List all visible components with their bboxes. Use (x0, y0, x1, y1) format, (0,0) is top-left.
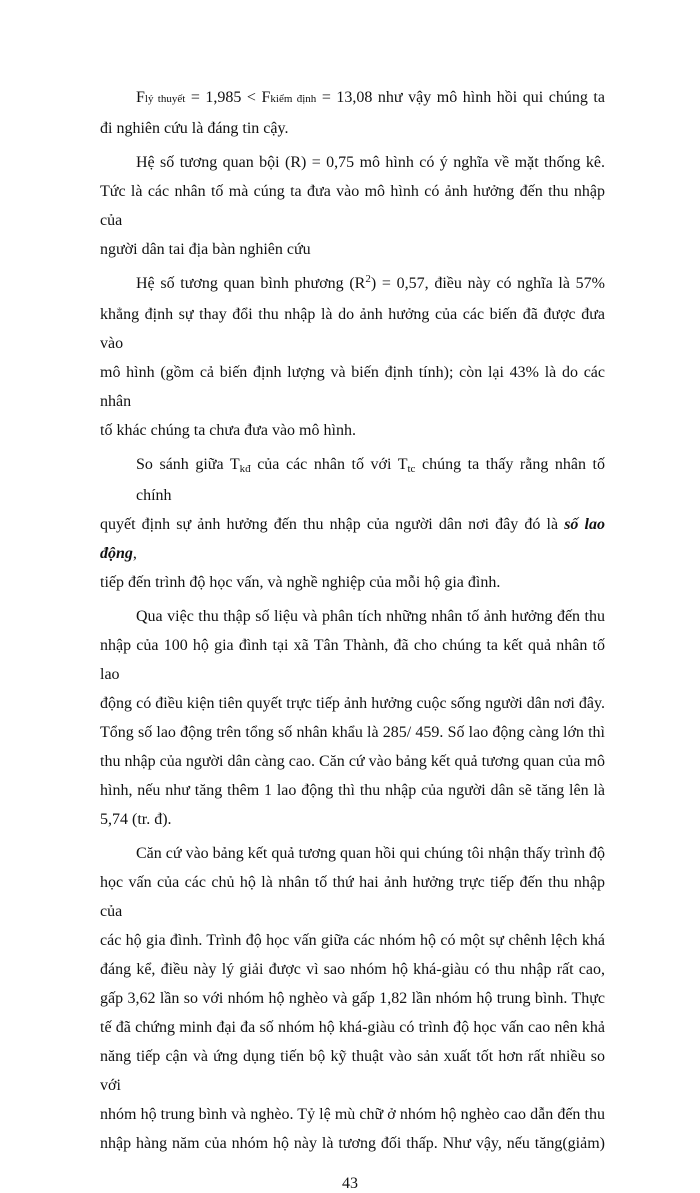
text-line: Căn cứ vào bảng kết quả tương quan hồi qui chúng tôi nhận thấy trình độ (136, 845, 605, 862)
text: So sánh giữa T (136, 456, 240, 473)
text-line: đi nghiên cứu là đáng tin cậy. (100, 120, 289, 137)
text-line: 5,74 (tr. đ). (100, 811, 172, 828)
text-line: tố khác chúng ta chưa đưa vào mô hình. (100, 422, 356, 439)
paragraph-r-squared (100, 269, 605, 445)
text: Hệ số tương quan bình phương (R (136, 275, 366, 292)
text-line (100, 269, 605, 300)
emphasis-text: số lao động (100, 516, 606, 562)
subscript: tc (407, 463, 416, 475)
paragraph-correlation (100, 148, 605, 264)
text: của các nhân tố với T (250, 456, 408, 473)
text: = 1,985 < F (185, 89, 271, 106)
page-number: 43 (342, 1175, 358, 1192)
text-line: tiếp đến trình độ học vấn, và nghề nghiệp của mỗi hộ gia đình. (100, 574, 501, 591)
subscript: kiểm định (270, 93, 317, 105)
text-line: Tổng số lao động trên tổng số nhân khẩu là 285/ 459. Số lao động càng lớn thì (100, 724, 605, 741)
text-line: Hệ số tương quan bội (R) = 0,75 mô hình có ý nghĩa về mặt thống kê. (136, 154, 605, 171)
text-line: thu nhập của người dân càng cao. Căn cứ vào bảng kết quả tương quan của mô (100, 753, 605, 770)
text-line: hình, nếu như tăng thêm 1 lao động thì thu nhập của người dân sẽ tăng lên là (100, 782, 605, 799)
document-body (100, 83, 605, 1163)
text-line: khẳng định sự thay đổi thu nhập là do ảnh hưởng của các biến đã được đưa vào (100, 306, 605, 352)
text-line: tế đã chứng minh đại đa số nhóm hộ khá-giàu có trình độ học vấn cao nên khả (100, 1019, 605, 1036)
subscript: kđ (239, 463, 251, 475)
text-line (100, 510, 605, 568)
text: ) = 0,57, điều này có nghĩa là 57% (370, 275, 605, 292)
text-line: năng tiếp cận và ứng dụng tiến bộ kỹ thuật vào sản xuất tốt hơn rất nhiều so với (100, 1048, 605, 1094)
superscript: 2 (365, 273, 371, 285)
text-line: gấp 3,62 lần so với nhóm hộ nghèo và gấp 1,82 lần nhóm hộ trung bình. Thực (100, 990, 605, 1007)
text-line (100, 83, 605, 114)
text-line: người dân tai địa bàn nghiên cứu (100, 241, 311, 258)
text-line: học vấn của các chủ hộ là nhân tố thứ hai ảnh hưởng trực tiếp đến thu nhập của (100, 874, 605, 920)
text: F (136, 89, 145, 106)
text: , (132, 545, 137, 562)
paragraph-education (100, 839, 605, 1158)
paragraph-labor (100, 602, 605, 834)
text-line: Qua việc thu thập số liệu và phân tích những nhân tố ảnh hưởng đến thu (136, 608, 605, 625)
text: = 13,08 như vậy mô hình hồi qui chúng ta (316, 89, 605, 106)
text-line: động có điều kiện tiên quyết trực tiếp ảnh hưởng cuộc sống người dân nơi đây. (100, 695, 605, 712)
text-line (100, 450, 605, 510)
text: chúng ta thấy rằng nhân tố chính (136, 456, 606, 504)
text-line: các hộ gia đình. Trình độ học vấn giữa các nhóm hộ có một sự chênh lệch khá (100, 932, 605, 949)
paragraph-t-comparison (100, 450, 605, 597)
subscript: lý thuyết (144, 93, 186, 105)
paragraph-f-test (100, 83, 605, 143)
text: quyết định sự ảnh hưởng đến thu nhập của người dân nơi đây đó là (100, 516, 565, 533)
text-line: nhập hàng năm của nhóm hộ này là tương đối thấp. Như vậy, nếu tăng(giảm) (100, 1135, 605, 1152)
text-line: nhập của 100 hộ gia đình tại xã Tân Thành, đã cho chúng ta kết quả nhân tố lao (100, 637, 605, 683)
text-line: Tức là các nhân tố mà cúng ta đưa vào mô hình có ảnh hưởng đến thu nhập của (100, 183, 605, 229)
text-line: đáng kể, điều này lý giải được vì sao nhóm hộ khá-giàu có thu nhập rất cao, (100, 961, 605, 978)
text-line: nhóm hộ trung bình và nghèo. Tỷ lệ mù chữ ở nhóm hộ nghèo cao dẫn đến thu (100, 1106, 605, 1123)
text-line: mô hình (gồm cả biến định lượng và biến định tính); còn lại 43% là do các nhân (100, 364, 605, 410)
